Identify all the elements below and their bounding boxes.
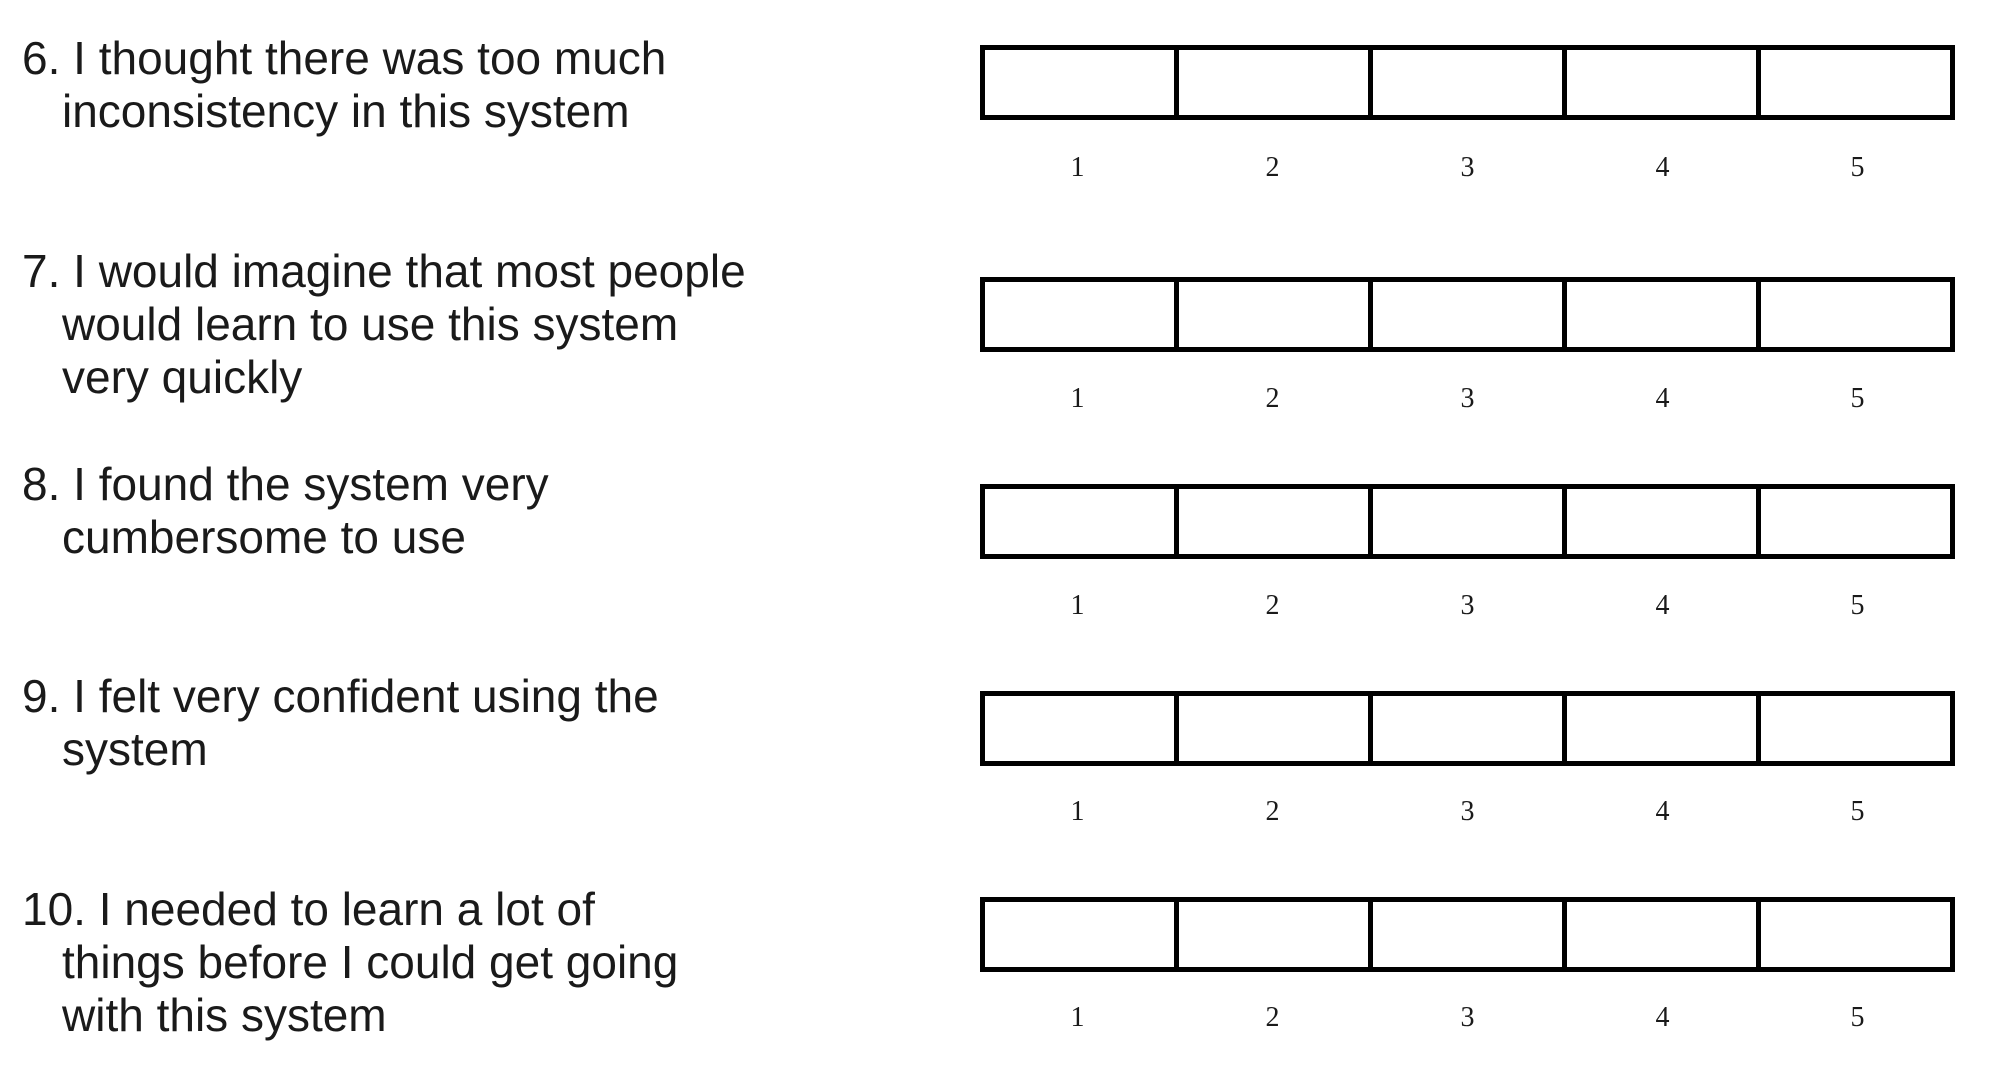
- question-6-text: [22, 32, 922, 138]
- rating-box-2[interactable]: [1179, 50, 1373, 115]
- question-8-rating-scale: [980, 484, 1955, 559]
- rating-box-1[interactable]: [985, 282, 1179, 347]
- question-10-scale-labels: [980, 1002, 1955, 1034]
- question-10-rating-scale: [980, 897, 1955, 972]
- rating-box-5[interactable]: [1761, 902, 1950, 967]
- question-line: system: [62, 723, 208, 775]
- rating-box-4[interactable]: [1567, 489, 1761, 554]
- scale-label-4: 4: [1655, 796, 1670, 827]
- scale-label-2: 2: [1265, 590, 1280, 621]
- scale-label-4: 4: [1655, 152, 1670, 183]
- rating-box-5[interactable]: [1761, 282, 1950, 347]
- scale-label-3: 3: [1460, 152, 1475, 183]
- rating-box-5[interactable]: [1761, 489, 1950, 554]
- scale-label-1: 1: [1070, 796, 1085, 827]
- rating-box-5[interactable]: [1761, 696, 1950, 761]
- question-line: would learn to use this system: [62, 298, 679, 350]
- rating-box-3[interactable]: [1373, 50, 1567, 115]
- question-9-text: [22, 670, 922, 776]
- rating-box-3[interactable]: [1373, 902, 1567, 967]
- scale-label-4: 4: [1655, 590, 1670, 621]
- question-line: very quickly: [62, 351, 303, 403]
- question-7-text: [22, 245, 922, 404]
- question-line: 9. I felt very confident using the: [22, 670, 659, 722]
- question-line: 7. I would imagine that most people: [22, 245, 746, 297]
- rating-box-4[interactable]: [1567, 902, 1761, 967]
- question-line: things before I could get going: [62, 936, 679, 988]
- rating-box-2[interactable]: [1179, 282, 1373, 347]
- question-line: cumbersome to use: [62, 511, 466, 563]
- question-9-rating-scale: [980, 691, 1955, 766]
- scale-label-5: 5: [1850, 1002, 1865, 1033]
- rating-box-2[interactable]: [1179, 696, 1373, 761]
- rating-box-4[interactable]: [1567, 282, 1761, 347]
- scale-label-4: 4: [1655, 383, 1670, 414]
- scale-label-3: 3: [1460, 383, 1475, 414]
- scale-label-3: 3: [1460, 1002, 1475, 1033]
- question-6-rating-scale: [980, 45, 1955, 120]
- scale-label-3: 3: [1460, 796, 1475, 827]
- scale-label-5: 5: [1850, 796, 1865, 827]
- question-8-text: [22, 458, 922, 564]
- scale-label-5: 5: [1850, 152, 1865, 183]
- question-9-scale-labels: [980, 796, 1955, 828]
- scale-label-1: 1: [1070, 590, 1085, 621]
- question-line: 8. I found the system very: [22, 458, 549, 510]
- rating-box-1[interactable]: [985, 489, 1179, 554]
- question-7-rating-scale: [980, 277, 1955, 352]
- rating-box-3[interactable]: [1373, 282, 1567, 347]
- scale-label-1: 1: [1070, 383, 1085, 414]
- rating-box-3[interactable]: [1373, 696, 1567, 761]
- rating-box-4[interactable]: [1567, 696, 1761, 761]
- scale-label-2: 2: [1265, 383, 1280, 414]
- rating-box-5[interactable]: [1761, 50, 1950, 115]
- rating-box-1[interactable]: [985, 50, 1179, 115]
- question-line: inconsistency in this system: [62, 85, 630, 137]
- scale-label-3: 3: [1460, 590, 1475, 621]
- rating-box-1[interactable]: [985, 902, 1179, 967]
- scale-label-2: 2: [1265, 1002, 1280, 1033]
- question-line: 10. I needed to learn a lot of: [22, 883, 595, 935]
- question-line: with this system: [62, 989, 387, 1041]
- scale-label-5: 5: [1850, 383, 1865, 414]
- rating-box-2[interactable]: [1179, 489, 1373, 554]
- rating-box-4[interactable]: [1567, 50, 1761, 115]
- rating-box-2[interactable]: [1179, 902, 1373, 967]
- question-line: 6. I thought there was too much: [22, 32, 667, 84]
- question-7-scale-labels: [980, 383, 1955, 415]
- question-6-scale-labels: [980, 152, 1955, 184]
- scale-label-5: 5: [1850, 590, 1865, 621]
- rating-box-1[interactable]: [985, 696, 1179, 761]
- scale-label-2: 2: [1265, 152, 1280, 183]
- scale-label-1: 1: [1070, 1002, 1085, 1033]
- question-8-scale-labels: [980, 590, 1955, 622]
- rating-box-3[interactable]: [1373, 489, 1567, 554]
- scale-label-4: 4: [1655, 1002, 1670, 1033]
- question-10-text: [22, 883, 922, 1042]
- scale-label-1: 1: [1070, 152, 1085, 183]
- scale-label-2: 2: [1265, 796, 1280, 827]
